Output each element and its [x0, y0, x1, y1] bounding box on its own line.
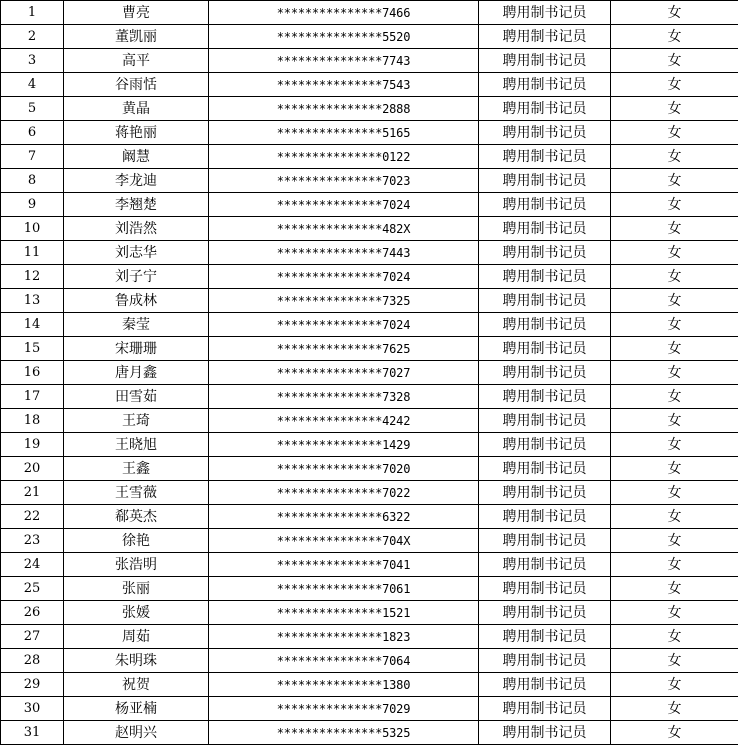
id-number-cell: ***************7024: [209, 265, 479, 289]
position-cell: 聘用制书记员: [479, 265, 611, 289]
row-number-cell: 22: [1, 505, 64, 529]
id-number-cell: ***************7024: [209, 193, 479, 217]
gender-cell: 女: [611, 673, 738, 697]
table-row: [1, 265, 738, 289]
name-cell: 赵明兴: [64, 721, 209, 745]
row-number-cell: 19: [1, 433, 64, 457]
table-row: [1, 241, 738, 265]
name-cell: 王雪薇: [64, 481, 209, 505]
name-cell: 张媛: [64, 601, 209, 625]
row-number-cell: 7: [1, 145, 64, 169]
row-number-cell: 16: [1, 361, 64, 385]
id-number-cell: ***************6322: [209, 505, 479, 529]
id-number-cell: ***************7625: [209, 337, 479, 361]
gender-cell: 女: [611, 529, 738, 553]
table-row: [1, 25, 738, 49]
position-cell: 聘用制书记员: [479, 385, 611, 409]
row-number-cell: 6: [1, 121, 64, 145]
row-number-cell: 30: [1, 697, 64, 721]
position-cell: 聘用制书记员: [479, 529, 611, 553]
name-cell: 张丽: [64, 577, 209, 601]
table-row: [1, 529, 738, 553]
gender-cell: 女: [611, 577, 738, 601]
row-number-cell: 17: [1, 385, 64, 409]
id-number-cell: ***************5520: [209, 25, 479, 49]
table-row: [1, 217, 738, 241]
name-cell: 张浩明: [64, 553, 209, 577]
name-cell: 宋珊珊: [64, 337, 209, 361]
table-row: [1, 577, 738, 601]
name-cell: 曹亮: [64, 1, 209, 25]
gender-cell: 女: [611, 433, 738, 457]
gender-cell: 女: [611, 169, 738, 193]
row-number-cell: 1: [1, 1, 64, 25]
name-cell: 朱明珠: [64, 649, 209, 673]
id-number-cell: ***************1429: [209, 433, 479, 457]
position-cell: 聘用制书记员: [479, 457, 611, 481]
gender-cell: 女: [611, 505, 738, 529]
gender-cell: 女: [611, 697, 738, 721]
table-row: [1, 625, 738, 649]
id-number-cell: ***************7443: [209, 241, 479, 265]
position-cell: 聘用制书记员: [479, 1, 611, 25]
position-cell: 聘用制书记员: [479, 49, 611, 73]
id-number-cell: ***************7328: [209, 385, 479, 409]
gender-cell: 女: [611, 721, 738, 745]
id-number-cell: ***************7466: [209, 1, 479, 25]
row-number-cell: 8: [1, 169, 64, 193]
row-number-cell: 4: [1, 73, 64, 97]
table-row: [1, 289, 738, 313]
position-cell: 聘用制书记员: [479, 313, 611, 337]
name-cell: 祝贺: [64, 673, 209, 697]
position-cell: 聘用制书记员: [479, 337, 611, 361]
position-cell: 聘用制书记员: [479, 577, 611, 601]
id-number-cell: ***************7743: [209, 49, 479, 73]
id-number-cell: ***************0122: [209, 145, 479, 169]
position-cell: 聘用制书记员: [479, 193, 611, 217]
id-number-cell: ***************7022: [209, 481, 479, 505]
gender-cell: 女: [611, 73, 738, 97]
table-row: [1, 169, 738, 193]
name-cell: 黄晶: [64, 97, 209, 121]
row-number-cell: 15: [1, 337, 64, 361]
gender-cell: 女: [611, 121, 738, 145]
table-row: [1, 97, 738, 121]
table-row: [1, 505, 738, 529]
row-number-cell: 28: [1, 649, 64, 673]
row-number-cell: 23: [1, 529, 64, 553]
id-number-cell: ***************7325: [209, 289, 479, 313]
table-row: [1, 385, 738, 409]
row-number-cell: 12: [1, 265, 64, 289]
id-number-cell: ***************7024: [209, 313, 479, 337]
table-row: [1, 121, 738, 145]
id-number-cell: ***************5325: [209, 721, 479, 745]
position-cell: 聘用制书记员: [479, 649, 611, 673]
gender-cell: 女: [611, 193, 738, 217]
name-cell: 王晓旭: [64, 433, 209, 457]
table-row: [1, 49, 738, 73]
table-row: [1, 457, 738, 481]
name-cell: 王琦: [64, 409, 209, 433]
table-row: [1, 601, 738, 625]
id-number-cell: ***************7020: [209, 457, 479, 481]
position-cell: 聘用制书记员: [479, 145, 611, 169]
row-number-cell: 10: [1, 217, 64, 241]
position-cell: 聘用制书记员: [479, 241, 611, 265]
name-cell: 田雪茹: [64, 385, 209, 409]
row-number-cell: 24: [1, 553, 64, 577]
gender-cell: 女: [611, 49, 738, 73]
id-number-cell: ***************1380: [209, 673, 479, 697]
table-row: [1, 193, 738, 217]
gender-cell: 女: [611, 553, 738, 577]
table-row: [1, 673, 738, 697]
name-cell: 李龙迪: [64, 169, 209, 193]
position-cell: 聘用制书记员: [479, 625, 611, 649]
gender-cell: 女: [611, 409, 738, 433]
name-cell: 刘浩然: [64, 217, 209, 241]
position-cell: 聘用制书记员: [479, 217, 611, 241]
table-row: [1, 481, 738, 505]
name-cell: 鲁成林: [64, 289, 209, 313]
gender-cell: 女: [611, 97, 738, 121]
gender-cell: 女: [611, 361, 738, 385]
gender-cell: 女: [611, 25, 738, 49]
position-cell: 聘用制书记员: [479, 73, 611, 97]
name-cell: 蒋艳丽: [64, 121, 209, 145]
position-cell: 聘用制书记员: [479, 601, 611, 625]
position-cell: 聘用制书记员: [479, 121, 611, 145]
name-cell: 郗英杰: [64, 505, 209, 529]
gender-cell: 女: [611, 289, 738, 313]
row-number-cell: 18: [1, 409, 64, 433]
row-number-cell: 13: [1, 289, 64, 313]
position-cell: 聘用制书记员: [479, 481, 611, 505]
id-number-cell: ***************4242: [209, 409, 479, 433]
table-row: [1, 337, 738, 361]
gender-cell: 女: [611, 649, 738, 673]
name-cell: 王鑫: [64, 457, 209, 481]
row-number-cell: 21: [1, 481, 64, 505]
gender-cell: 女: [611, 217, 738, 241]
table-row: [1, 721, 738, 745]
table-row: [1, 433, 738, 457]
name-cell: 秦莹: [64, 313, 209, 337]
table-body: [1, 1, 738, 745]
name-cell: 李翘楚: [64, 193, 209, 217]
name-cell: 阚慧: [64, 145, 209, 169]
table-row: [1, 409, 738, 433]
id-number-cell: ***************5165: [209, 121, 479, 145]
table-row: [1, 361, 738, 385]
row-number-cell: 11: [1, 241, 64, 265]
name-cell: 刘志华: [64, 241, 209, 265]
name-cell: 谷雨恬: [64, 73, 209, 97]
id-number-cell: ***************7023: [209, 169, 479, 193]
gender-cell: 女: [611, 481, 738, 505]
row-number-cell: 9: [1, 193, 64, 217]
table-row: [1, 1, 738, 25]
id-number-cell: ***************2888: [209, 97, 479, 121]
name-cell: 董凯丽: [64, 25, 209, 49]
position-cell: 聘用制书记员: [479, 289, 611, 313]
position-cell: 聘用制书记员: [479, 721, 611, 745]
row-number-cell: 14: [1, 313, 64, 337]
name-cell: 唐月鑫: [64, 361, 209, 385]
gender-cell: 女: [611, 385, 738, 409]
id-number-cell: ***************1521: [209, 601, 479, 625]
gender-cell: 女: [611, 313, 738, 337]
gender-cell: 女: [611, 1, 738, 25]
table-row: [1, 145, 738, 169]
gender-cell: 女: [611, 337, 738, 361]
position-cell: 聘用制书记员: [479, 673, 611, 697]
position-cell: 聘用制书记员: [479, 97, 611, 121]
position-cell: 聘用制书记员: [479, 409, 611, 433]
position-cell: 聘用制书记员: [479, 361, 611, 385]
table-row: [1, 313, 738, 337]
table-row: [1, 73, 738, 97]
name-cell: 高平: [64, 49, 209, 73]
row-number-cell: 2: [1, 25, 64, 49]
row-number-cell: 29: [1, 673, 64, 697]
row-number-cell: 26: [1, 601, 64, 625]
row-number-cell: 27: [1, 625, 64, 649]
gender-cell: 女: [611, 145, 738, 169]
table-row: [1, 553, 738, 577]
name-cell: 杨亚楠: [64, 697, 209, 721]
table-row: [1, 697, 738, 721]
name-cell: 徐艳: [64, 529, 209, 553]
row-number-cell: 5: [1, 97, 64, 121]
name-cell: 刘子宁: [64, 265, 209, 289]
gender-cell: 女: [611, 265, 738, 289]
id-number-cell: ***************7061: [209, 577, 479, 601]
position-cell: 聘用制书记员: [479, 505, 611, 529]
row-number-cell: 20: [1, 457, 64, 481]
position-cell: 聘用制书记员: [479, 697, 611, 721]
position-cell: 聘用制书记员: [479, 169, 611, 193]
row-number-cell: 3: [1, 49, 64, 73]
gender-cell: 女: [611, 457, 738, 481]
gender-cell: 女: [611, 241, 738, 265]
id-number-cell: ***************482X: [209, 217, 479, 241]
id-number-cell: ***************7041: [209, 553, 479, 577]
position-cell: 聘用制书记员: [479, 553, 611, 577]
position-cell: 聘用制书记员: [479, 25, 611, 49]
row-number-cell: 31: [1, 721, 64, 745]
id-number-cell: ***************1823: [209, 625, 479, 649]
gender-cell: 女: [611, 625, 738, 649]
position-cell: 聘用制书记员: [479, 433, 611, 457]
id-number-cell: ***************7027: [209, 361, 479, 385]
id-number-cell: ***************7029: [209, 697, 479, 721]
table-row: [1, 649, 738, 673]
id-number-cell: ***************7543: [209, 73, 479, 97]
gender-cell: 女: [611, 601, 738, 625]
id-number-cell: ***************7064: [209, 649, 479, 673]
name-cell: 周茹: [64, 625, 209, 649]
row-number-cell: 25: [1, 577, 64, 601]
id-number-cell: ***************704X: [209, 529, 479, 553]
